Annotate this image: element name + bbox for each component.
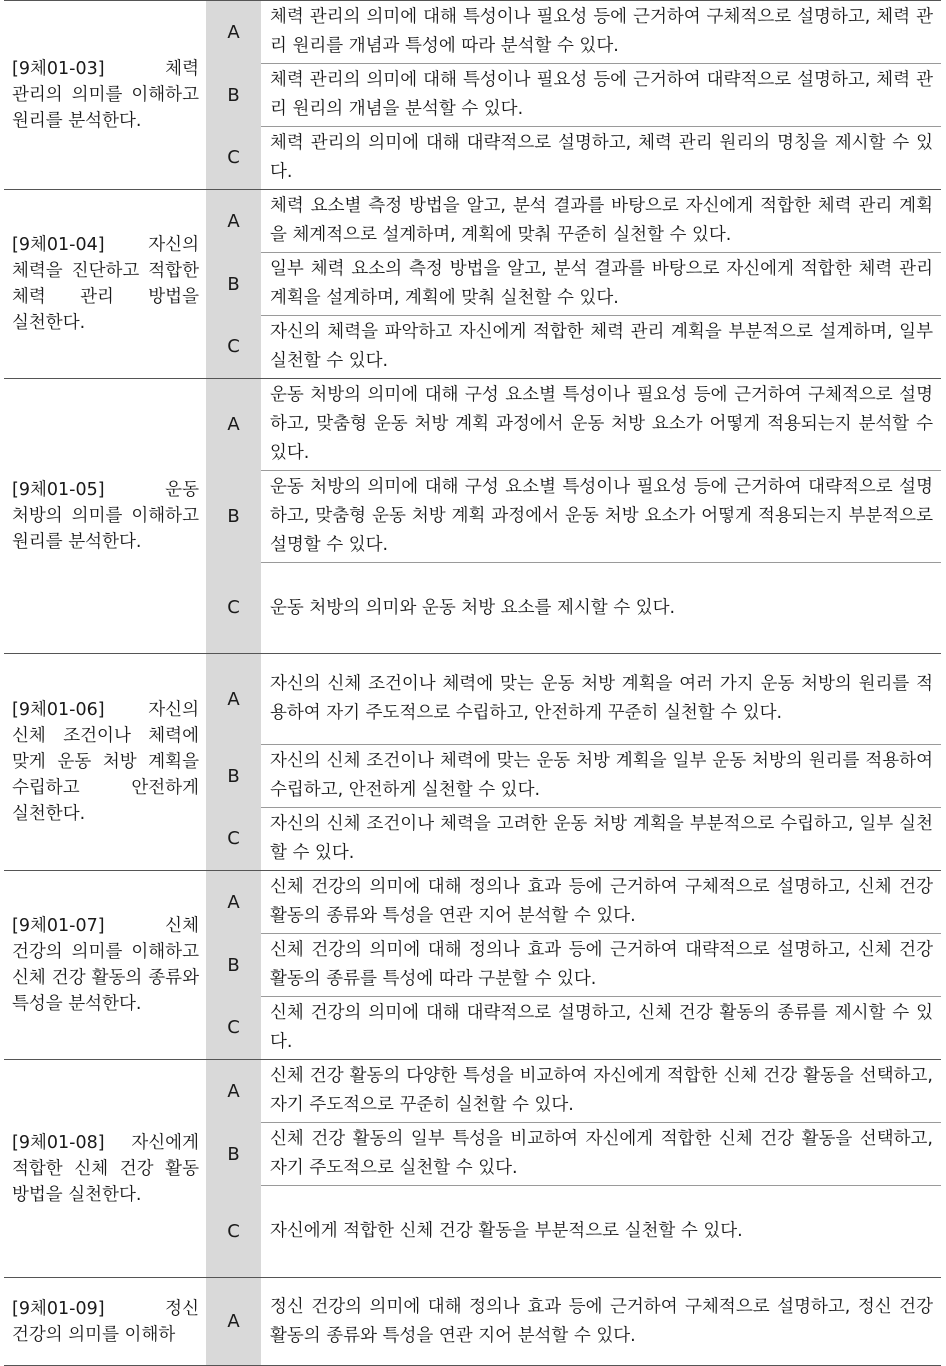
grade-label: B (206, 934, 261, 997)
rubric-body (4, 1, 941, 1366)
grade-label: A (206, 871, 261, 934)
level-description: 체력 관리의 의미에 대해 대략적으로 설명하고, 체력 관리 원리의 명칭을 제시할 수 있다. (261, 127, 941, 190)
level-description: 신체 건강 활동의 다양한 특성을 비교하여 자신에게 적합한 신체 건강 활동을 선택하고, 자기 주도적으로 꾸준히 실천할 수 있다. (261, 1060, 941, 1123)
standard-cell: [9체01-05] 운동 처방의 의미를 이해하고 원리를 분석한다. (4, 379, 206, 654)
grade-label: B (206, 1123, 261, 1186)
grade-label: C (206, 316, 261, 379)
rubric-row (4, 654, 941, 745)
grade-label: A (206, 1060, 261, 1123)
rubric-row (4, 379, 941, 471)
grade-label: B (206, 471, 261, 563)
standard-cell: [9체01-07] 신체 건강의 의미를 이해하고 신체 건강 활동의 종류와 특성을 분석한다. (4, 871, 206, 1060)
level-description: 운동 처방의 의미에 대해 구성 요소별 특성이나 필요성 등에 근거하여 대략적으로 설명하고, 맞춤형 운동 처방 계획 과정에서 운동 처방 요소가 어떻게 적용되는지 부분적으로 설명할 수 있다. (261, 471, 941, 563)
level-description: 정신 건강의 의미에 대해 정의나 효과 등에 근거하여 구체적으로 설명하고, 정신 건강 활동의 종류와 특성을 연관 지어 분석할 수 있다. (261, 1278, 941, 1366)
level-description: 자신의 신체 조건이나 체력에 맞는 운동 처방 계획을 일부 운동 처방의 원리를 적용하여 수립하고, 안전하게 실천할 수 있다. (261, 745, 941, 808)
grade-label: C (206, 997, 261, 1060)
standard-cell: [9체01-03] 체력 관리의 의미를 이해하고 원리를 분석한다. (4, 1, 206, 190)
level-description: 체력 관리의 의미에 대해 특성이나 필요성 등에 근거하여 구체적으로 설명하고, 체력 관리 원리를 개념과 특성에 따라 분석할 수 있다. (261, 1, 941, 64)
grade-label: B (206, 253, 261, 316)
level-description: 신체 건강의 의미에 대해 대략적으로 설명하고, 신체 건강 활동의 종류를 제시할 수 있다. (261, 997, 941, 1060)
grade-label: A (206, 190, 261, 253)
rubric-row (4, 1060, 941, 1123)
level-description: 자신의 체력을 파악하고 자신에게 적합한 체력 관리 계획을 부분적으로 설계하며, 일부 실천할 수 있다. (261, 316, 941, 379)
standard-cell: [9체01-04] 자신의 체력을 진단하고 적합한 체력 관리 방법을 실천한다. (4, 190, 206, 379)
rubric-row (4, 1278, 941, 1366)
standard-cell: [9체01-09] 정신 건강의 의미를 이해하 (4, 1278, 206, 1366)
grade-label: C (206, 808, 261, 871)
level-description: 일부 체력 요소의 측정 방법을 알고, 분석 결과를 바탕으로 자신에게 적합한 체력 관리 계획을 설계하며, 계획에 맞춰 실천할 수 있다. (261, 253, 941, 316)
rubric-row (4, 871, 941, 934)
grade-label: A (206, 1, 261, 64)
level-description: 신체 건강의 의미에 대해 정의나 효과 등에 근거하여 대략적으로 설명하고, 신체 건강 활동의 종류를 특성에 따라 구분할 수 있다. (261, 934, 941, 997)
grade-label: A (206, 654, 261, 745)
standard-cell: [9체01-08] 자신에게 적합한 신체 건강 활동 방법을 실천한다. (4, 1060, 206, 1278)
level-description: 체력 관리의 의미에 대해 특성이나 필요성 등에 근거하여 대략적으로 설명하고, 체력 관리 원리의 개념을 분석할 수 있다. (261, 64, 941, 127)
rubric-row (4, 1, 941, 64)
grade-label: A (206, 379, 261, 471)
rubric-row (4, 190, 941, 253)
grade-label: C (206, 1186, 261, 1278)
grade-label: B (206, 64, 261, 127)
level-description: 운동 처방의 의미와 운동 처방 요소를 제시할 수 있다. (261, 563, 941, 654)
level-description: 신체 건강 활동의 일부 특성을 비교하여 자신에게 적합한 신체 건강 활동을 선택하고, 자기 주도적으로 실천할 수 있다. (261, 1123, 941, 1186)
level-description: 운동 처방의 의미에 대해 구성 요소별 특성이나 필요성 등에 근거하여 구체적으로 설명하고, 맞춤형 운동 처방 계획 과정에서 운동 처방 요소가 어떻게 적용되는지 분석할 수 있다. (261, 379, 941, 471)
grade-label: C (206, 563, 261, 654)
level-description: 자신에게 적합한 신체 건강 활동을 부분적으로 실천할 수 있다. (261, 1186, 941, 1278)
grade-label: C (206, 127, 261, 190)
achievement-rubric-table (4, 0, 941, 1366)
level-description: 체력 요소별 측정 방법을 알고, 분석 결과를 바탕으로 자신에게 적합한 체력 관리 계획을 체계적으로 설계하며, 계획에 맞춰 꾸준히 실천할 수 있다. (261, 190, 941, 253)
standard-cell: [9체01-06] 자신의 신체 조건이나 체력에 맞게 운동 처방 계획을 수립하고 안전하게 실천한다. (4, 654, 206, 871)
level-description: 자신의 신체 조건이나 체력에 맞는 운동 처방 계획을 여러 가지 운동 처방의 원리를 적용하여 자기 주도적으로 수립하고, 안전하게 꾸준히 실천할 수 있다. (261, 654, 941, 745)
level-description: 자신의 신체 조건이나 체력을 고려한 운동 처방 계획을 부분적으로 수립하고, 일부 실천할 수 있다. (261, 808, 941, 871)
level-description: 신체 건강의 의미에 대해 정의나 효과 등에 근거하여 구체적으로 설명하고, 신체 건강 활동의 종류와 특성을 연관 지어 분석할 수 있다. (261, 871, 941, 934)
grade-label: A (206, 1278, 261, 1366)
grade-label: B (206, 745, 261, 808)
